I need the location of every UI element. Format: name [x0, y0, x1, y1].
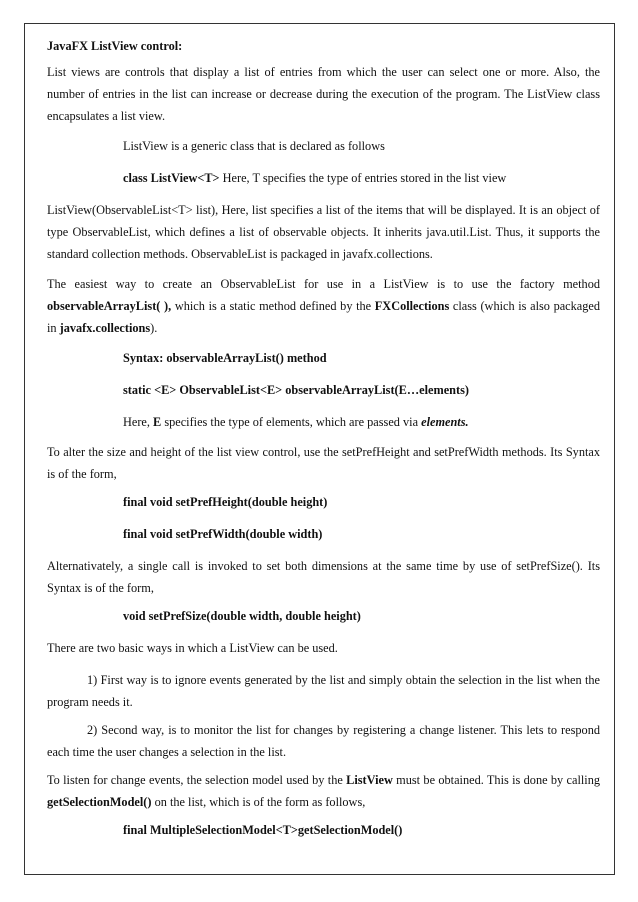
code-observable-array-list: static <E> ObservableList<E> observableArrayList(E…elements) [123, 383, 469, 397]
paragraph-constructor: ListView(ObservableList<T> list), Here, list specifies a list of the items that will be displayed. It is an object of type ObservableList, which defines a list of observable objects. It inherits java.util.List. Thus, it supports the standard collection methods. ObservableList is packaged in javafx.collections. [47, 203, 600, 261]
paragraph-type-param: Here, E specifies the type of elements, which are passed via elements. [123, 415, 469, 429]
code-class-listview: class ListView<T> [123, 171, 220, 185]
code-get-selection-model: final MultipleSelectionModel<T>getSelectionModel() [123, 823, 403, 837]
paragraph-class-declaration: class ListView<T> Here, T specifies the type of entries stored in the list view [123, 171, 507, 185]
document-page [24, 23, 615, 875]
paragraph-intro: List views are controls that display a list of entries from which the user can select one or more. Also, the number of entries in the list can increase or decrease during the execution of the program. The ListView class encapsulates a list view. [47, 65, 600, 123]
paragraph-observable-list: The easiest way to create an ObservableList for use in a ListView is to use the factory method observableArrayList( ), which is a static method defined by the FXCollections class (which is also packaged in javafx.collections). [47, 277, 600, 335]
paragraph-usage-ways: There are two basic ways in which a ListView can be used. [47, 641, 338, 655]
paragraph-selection-model: To listen for change events, the selection model used by the ListView must be obtained. This is done by calling getSelectionModel() on the list, which is of the form as follows, [47, 773, 600, 809]
code-set-pref-height: final void setPrefHeight(double height) [123, 495, 328, 509]
paragraph-size-methods: To alter the size and height of the list view control, use the setPrefHeight and setPrefWidth methods. Its Syntax is of the form, [47, 445, 600, 481]
doc-title: JavaFX ListView control: [47, 39, 183, 53]
code-set-pref-width: final void setPrefWidth(double width) [123, 527, 323, 541]
code-set-pref-size: void setPrefSize(double width, double height) [123, 609, 361, 623]
paragraph-generic-class: ListView is a generic class that is declared as follows [123, 139, 385, 153]
paragraph-set-pref-size: Alternativately, a single call is invoked to set both dimensions at the same time by use of setPrefSize(). Its Syntax is of the form, [47, 559, 600, 595]
list-item-second-way: 2) Second way, is to monitor the list for changes by registering a change listener. This lets to respond each time the user changes a selection in the list. [47, 723, 600, 759]
syntax-label: Syntax: observableArrayList() method [123, 351, 327, 365]
list-item-first-way: 1) First way is to ignore events generated by the list and simply obtain the selection in the list when the program needs it. [47, 673, 600, 709]
